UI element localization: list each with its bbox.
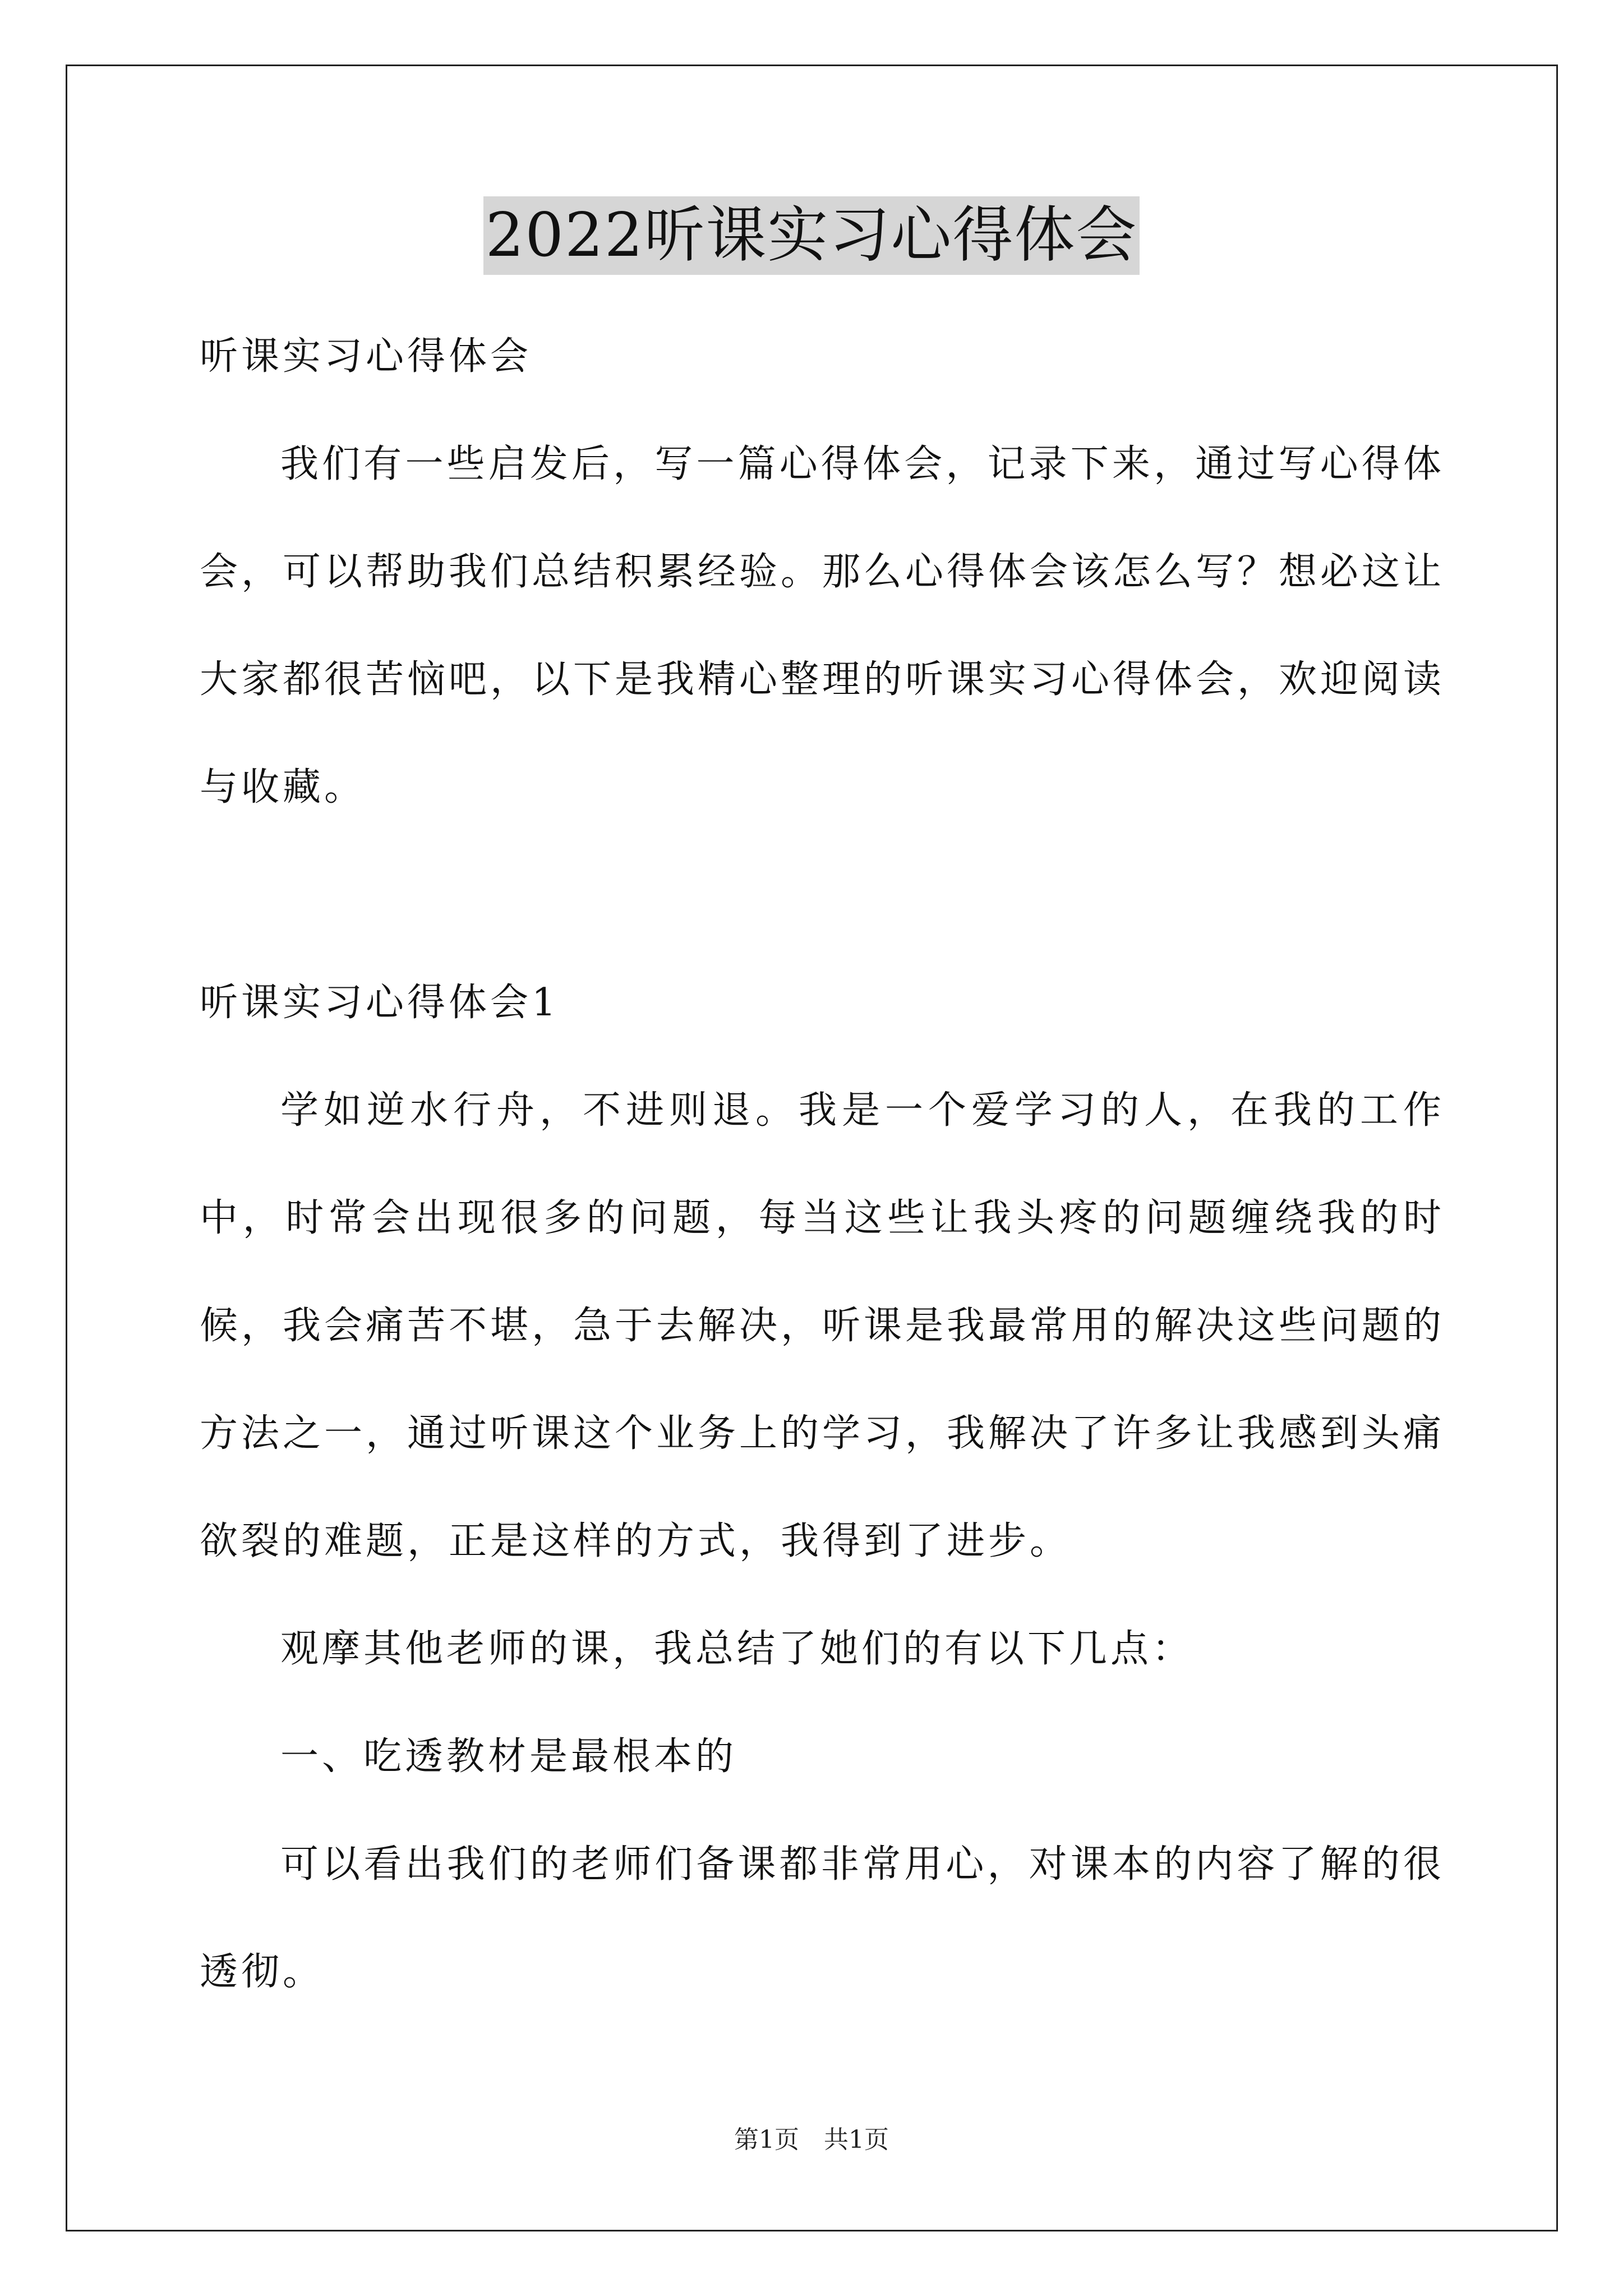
section1-subheading: 一、吃透教材是最根本的 xyxy=(280,1734,737,1779)
page-total: 共1页 xyxy=(824,2125,889,2154)
page-number: 第1页 xyxy=(734,2125,799,2154)
document-heading: 听课实习心得体会 xyxy=(200,334,532,379)
page-footer xyxy=(0,2123,1623,2157)
section1-paragraph-3: 可以看出我们的老师们备课都非常用心，对课本的内容了解的很透彻。 xyxy=(200,1842,1445,1994)
title-container xyxy=(0,196,1623,275)
document-title: 2022听课实习心得体会 xyxy=(483,196,1140,275)
document-body xyxy=(200,303,1445,2026)
intro-paragraph: 我们有一些启发后，写一篇心得体会，记录下来，通过写心得体会，可以帮助我们总结积累经验。那么心得体会该怎么写？想必这让大家都很苦恼吧，以下是我精心整理的听课实习心得体会，欢迎阅读与收藏。 xyxy=(200,442,1445,809)
section1-paragraph-1: 学如逆水行舟，不进则退。我是一个爱学习的人，在我的工作中，时常会出现很多的问题，每当这些让我头疼的问题缠绕我的时候，我会痛苦不堪，急于去解决，听课是我最常用的解决这些问题的方法之一，通过听课这个业务上的学习，我解决了许多让我感到头痛欲裂的难题，正是这样的方式，我得到了进步。 xyxy=(200,1088,1445,1563)
section1-heading: 听课实习心得体会1 xyxy=(200,981,560,1025)
section1-paragraph-2: 观摩其他老师的课，我总结了她们的有以下几点： xyxy=(280,1627,1194,1671)
